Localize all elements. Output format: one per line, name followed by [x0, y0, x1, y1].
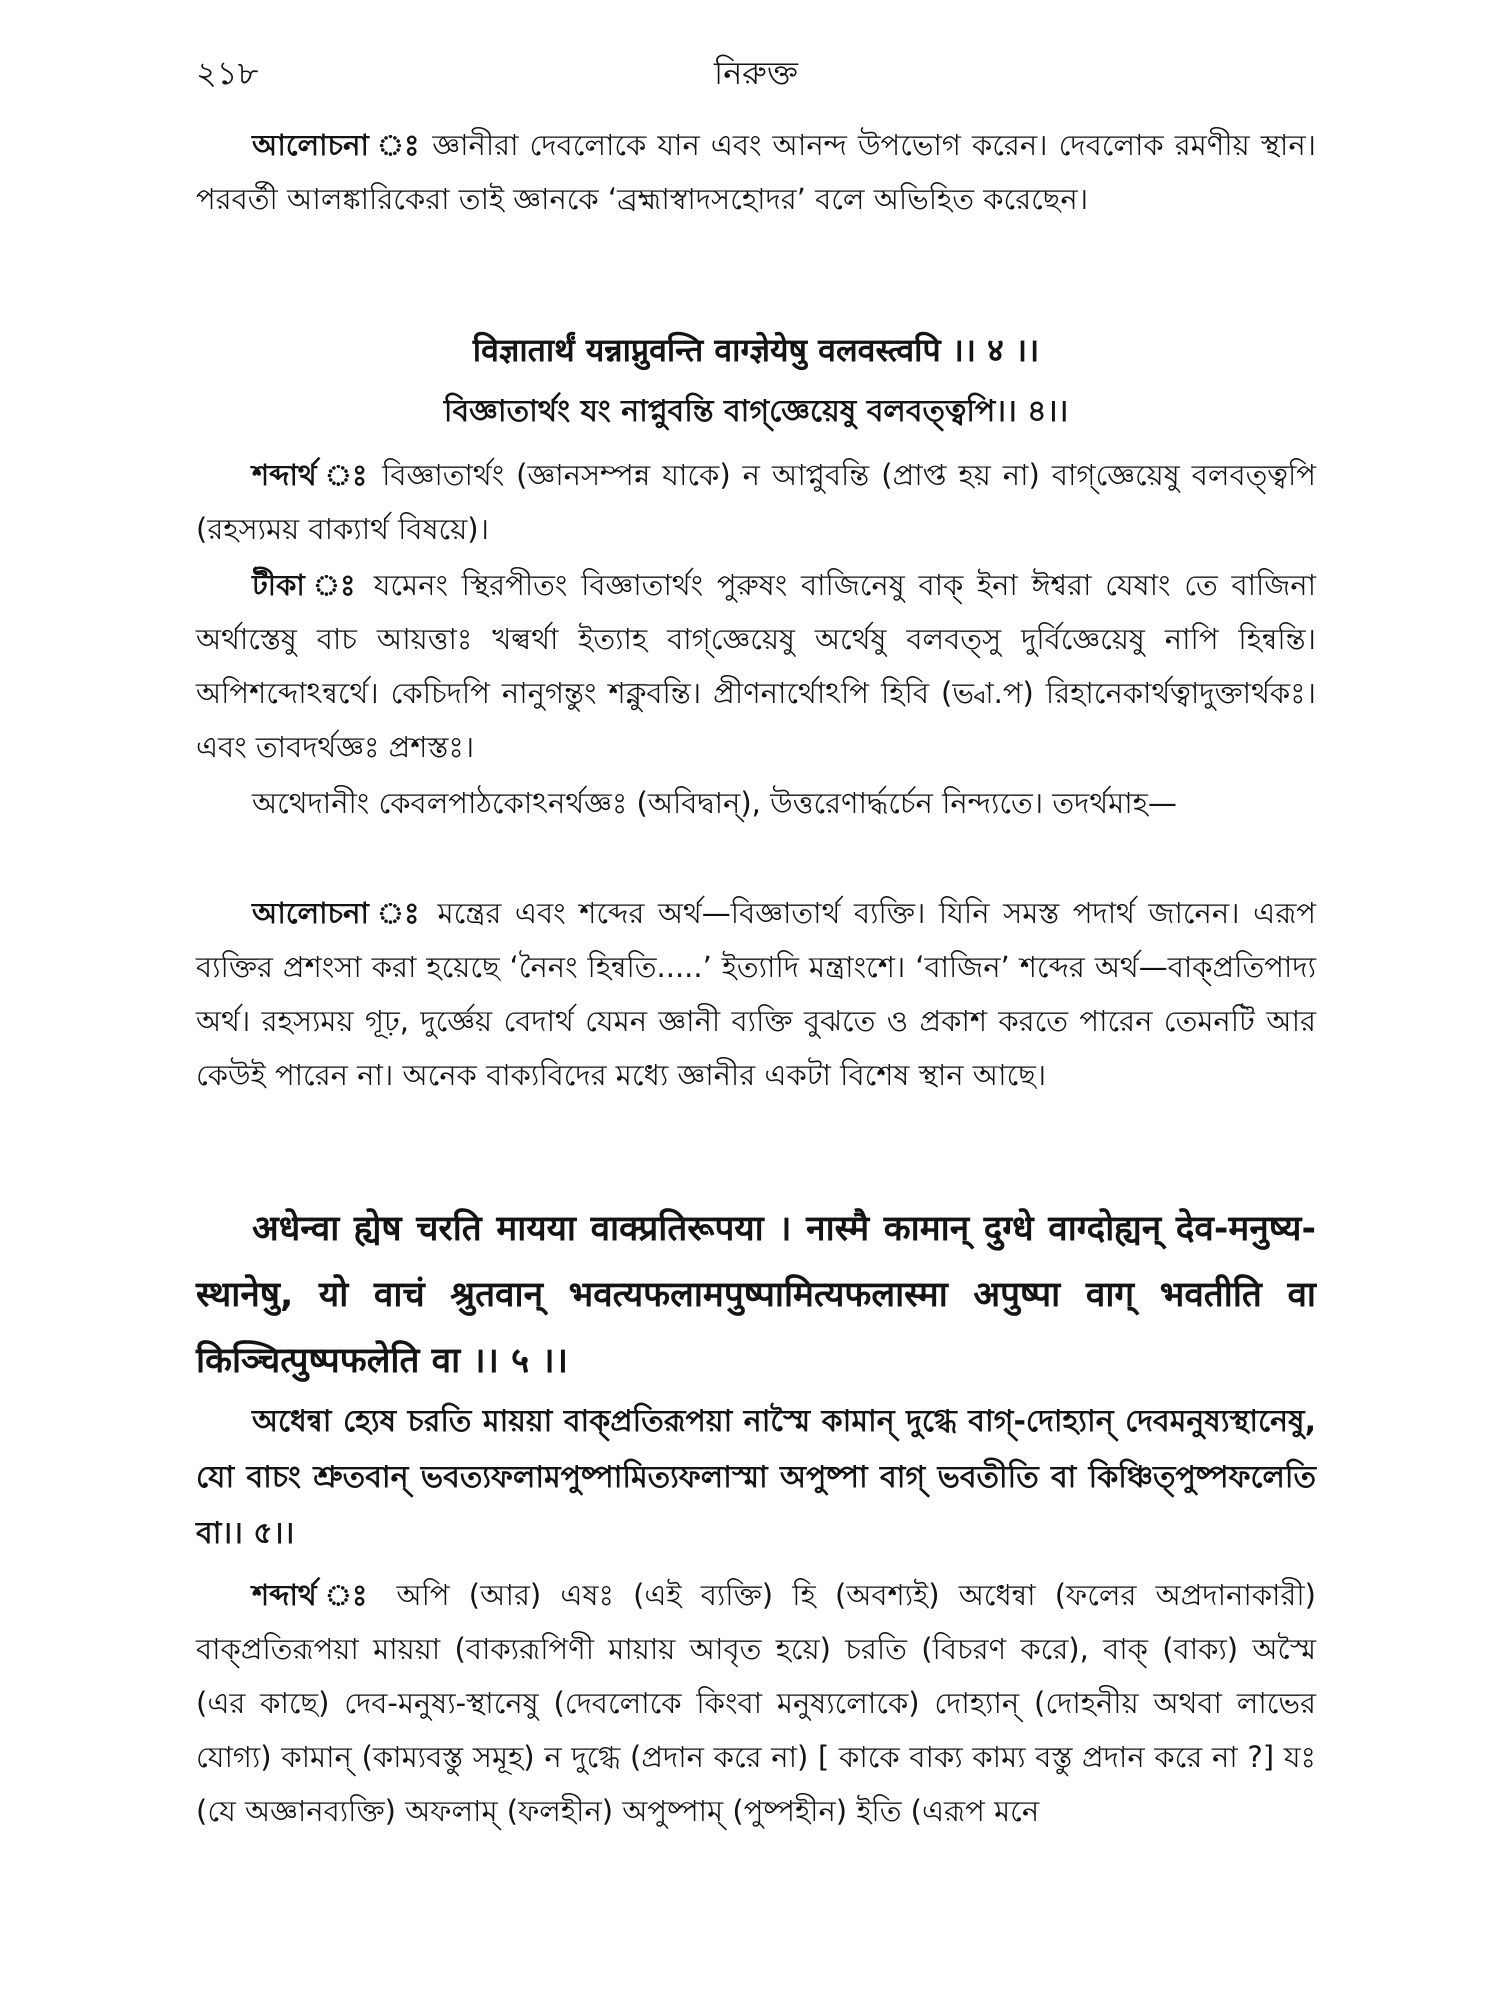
shabdartha-paragraph-1: [196, 448, 1316, 556]
verse-4-devanagari: विज्ञातार्थं यन्नाप्नुवन्ति वाग्ज्ञेयेषु वलवस्त्वपि ।। ४ ।।: [472, 331, 1040, 369]
tika-label: টীকা ঃ: [252, 568, 360, 602]
page-number: ২১৮: [196, 54, 259, 92]
alochana-label: আলোচনা ঃ: [252, 128, 422, 162]
verse-5-bengali: অধেন্বা হ্যেষ চরতি মায়য়া বাক্‌প্রতিরূপয়া নাস্মৈ কামান্‌ দুগ্ধে বাগ্‌-দোহ্যান্‌ দেবমনুষ্যস্থানেষু, যো বাচং শ্রুতবান্‌ ভবত্যফলামপুষ্পামিত্যফলাস্মা অপুষ্পা বাগ্‌ ভবতীতি বা কিঞ্চিত্‌পুষ্পফলেতি বা।। ৫।।: [196, 1404, 1316, 1551]
tika-text: যমেনং স্থিরপীতং বিজ্ঞাতার্থং পুরুষং বাজিনেষু বাক্‌ ইনা ঈশ্বরা যেষাং তে বাজিনা অর্থাস্তেষু বাচ আয়ত্তাঃ খল্বর্থা ইত্যাহ বাগ্‌জ্ঞেয়েষু অর্থেষু বলবত্‌সু দুর্বিজ্ঞেয়েষু নাপি হিন্বন্তি। অপিশব্দোঽন্বর্থে। কেচিদপি নানুগন্তুং শক্নুবন্তি। প্রীণনার্থোঽপি হিবি (ভ্বা.প) রিহানেকার্থত্বাদুক্তার্থকঃ। এবং তাবদর্থজ্ঞঃ প্রশস্তঃ।: [196, 568, 1316, 764]
verse-4-bengali: বিজ্ঞাতার্থং যং নাপ্নুবন্তি বাগ্‌জ্ঞেয়েষু বলবত্ত্বপি।। ৪।।: [443, 394, 1069, 429]
alochana-label: আলোচনা ঃ: [252, 896, 424, 930]
alochana-text: জ্ঞানীরা দেবলোকে যান এবং আনন্দ উপভোগ করেন। দেবলোক রমণীয় স্থান। পরবর্তী আলঙ্কারিকেরা তাই জ্ঞানকে ‘ব্রহ্মাস্বাদসহোদর’ বলে অভিহিত করেছেন।: [196, 128, 1317, 216]
running-title: নিরুক্ত: [714, 54, 798, 92]
alochana-paragraph-2: [196, 886, 1316, 1102]
shabdartha-paragraph-2: [196, 1568, 1316, 1838]
shabdartha-label: শব্দার্থ ঃ: [252, 458, 371, 492]
shabdartha-text: অপি (আর) এষঃ (এই ব্যক্তি) হি (অবশ্যই) অধেন্বা (ফলের অপ্রদানাকারী) বাক্‌প্রতিরূপয়া মায়য়া (বাক্যরূপিণী মায়ায় আবৃত হয়ে) চরতি (বিচরণ করে), বাক্‌ (বাক্য) অস্মৈ (এর কাছে) দেব-মনুষ্য-স্থানেষু (দেবলোকে কিংবা মনুষ্যলোকে) দোহ্যান্‌ (দোহনীয় অথবা লাভের যোগ্য) কামান্‌ (কাম্যবস্তু সমূহ) ন দুগ্ধে (প্রদান করে না) [ কাকে বাক্য কাম্য বস্তু প্রদান করে না ?] যঃ (যে অজ্ঞানব্যক্তি) অফলাম্‌ (ফলহীন) অপুষ্পাম্‌ (পুষ্পহীন) ইতি (এরূপ মনে: [196, 1578, 1316, 1828]
verse-5-devanagari: अधेन्वा ह्येष चरति मायया वाक्प्रतिरूपया । नास्मै कामान् दुग्धे वाग्दोह्यन् देव-मनुष्य-स्थानेषु, यो वाचं श्रुतवान् भवत्यफलामपुष्पामित्यफलास्मा अपुष्पा वाग् भवतीति वा किञ्चित्पुष्पफलेति वा ।। ५ ।।: [196, 1209, 1316, 1381]
shabdartha-text: বিজ্ঞাতার্থং (জ্ঞানসম্পন্ন যাকে) ন আপ্নুবন্তি (প্রাপ্ত হয় না) বাগ্‌জ্ঞেয়েষু বলবত্ত্বপি (রহস্যময় বাক্যার্থ বিষয়ে)।: [196, 458, 1316, 546]
book-page: [196, 0, 1316, 2000]
page-header: [196, 48, 1316, 108]
tika-continuation: অথেদানীং কেবলপাঠকোঽনর্থজ্ঞঃ (অবিদ্বান্‌), উত্তরেণার্দ্ধর্চেন নিন্দ্যতে। তদর্থমাহ—: [252, 786, 1177, 820]
shabdartha-label: শব্দার্থ ঃ: [252, 1578, 378, 1612]
alochana-paragraph-1: [196, 118, 1316, 226]
tika-paragraph: [196, 558, 1316, 774]
alochana-text: মন্ত্রের এবং শব্দের অর্থ—বিজ্ঞাতার্থ ব্যক্তি। যিনি সমস্ত পদার্থ জানেন। এরূপ ব্যক্তির প্রশংসা করা হয়েছে ‘নৈনং হিন্বতি.....’ ইত্যাদি মন্ত্রাংশে। ‘বাজিন’ শব্দের অর্থ—বাক্‌প্রতিপাদ্য অর্থ। রহস্যময় গূঢ়, দুর্জ্ঞেয় বেদার্থ যেমন জ্ঞানী ব্যক্তি বুঝতে ও প্রকাশ করতে পারেন তেমনটি আর কেউই পারেন না। অনেক বাক্যবিদের মধ্যে জ্ঞানীর একটা বিশেষ স্থান আছে।: [196, 896, 1316, 1092]
